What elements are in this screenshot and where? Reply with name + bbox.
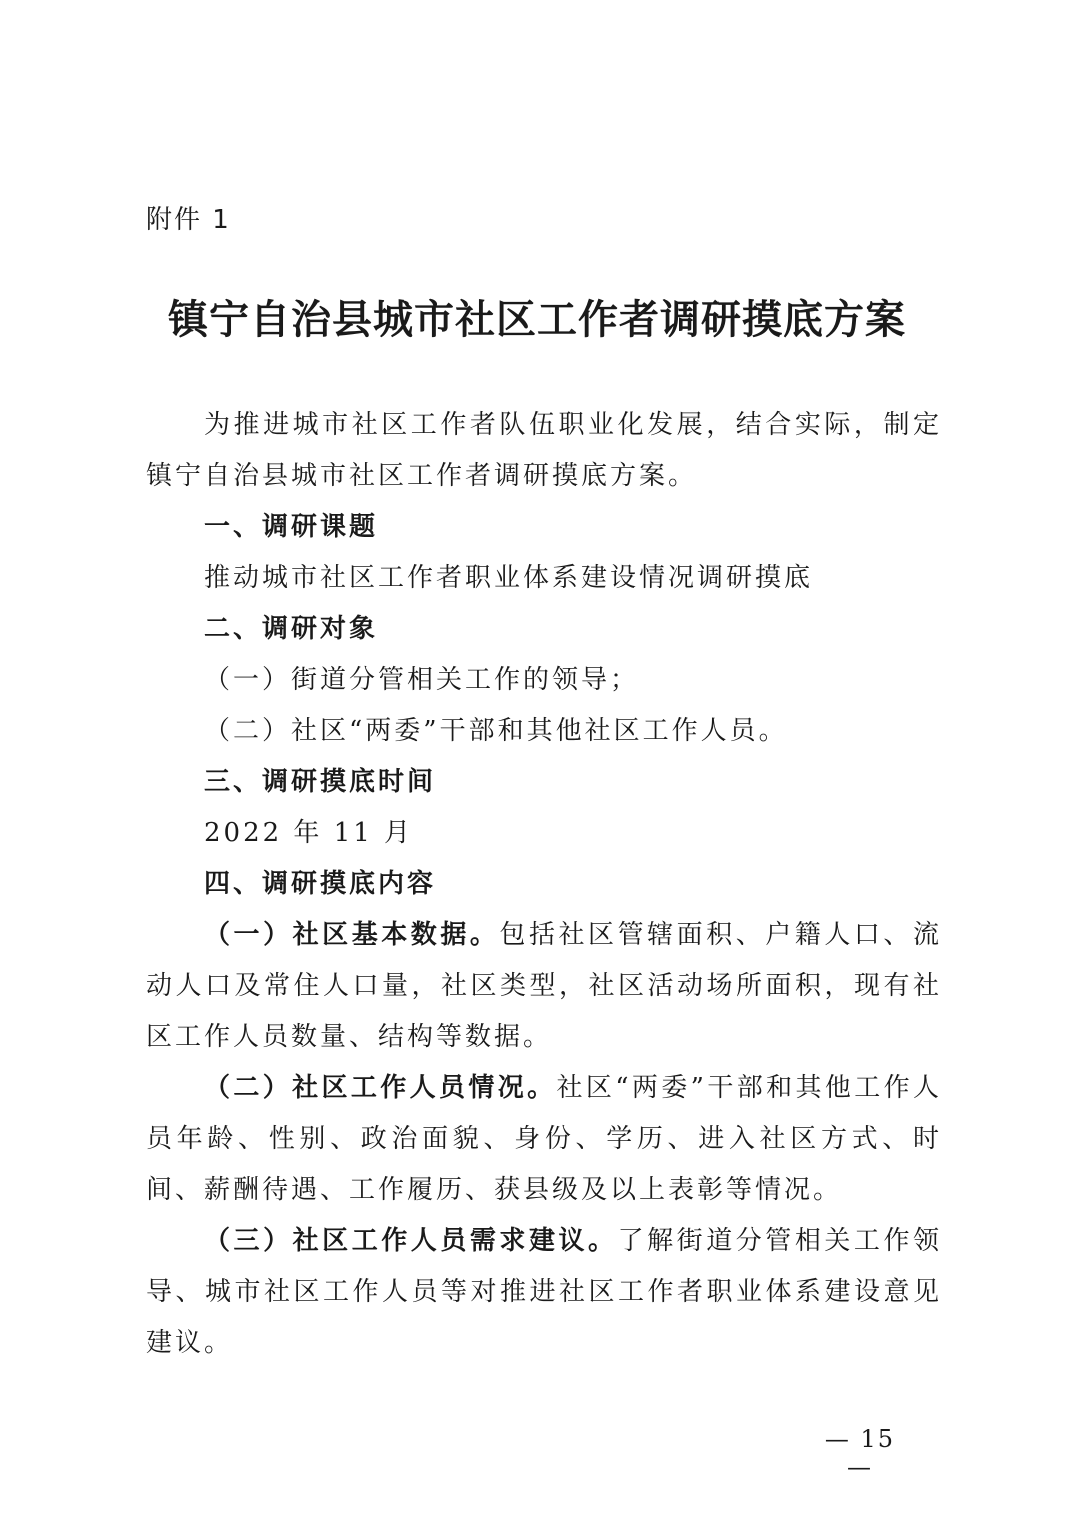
section-text-1: 推动城市社区工作者职业体系建设情况调研摸底 (204, 563, 814, 593)
section-heading-1: 一、调研课题 (204, 512, 379, 542)
attachment-label: 附件 1 (146, 205, 231, 235)
section-item-4-1 (146, 910, 942, 1063)
section-text-3: 2022 年 11 月 (204, 818, 414, 848)
section-item-4-2 (146, 1063, 942, 1216)
item-text: 社区“两委”干部和其他工作人员年龄、性别、政治面貌、身份、学历、进入社区方式、时间、薪酬待遇、工作履历、获县级及以上表彰等情况。 (146, 1073, 942, 1205)
item-label: （二）社区工作人员情况。 (204, 1073, 557, 1103)
section-heading-4: 四、调研摸底内容 (204, 869, 437, 899)
section-heading-3: 三、调研摸底时间 (204, 767, 437, 797)
section-item-4-3 (146, 1216, 942, 1369)
section-item-2-1: （一）街道分管相关工作的领导； (204, 665, 640, 695)
page-number: — 15 — (824, 1425, 896, 1481)
section-item-2-2: （二）社区“两委”干部和其他社区工作人员。 (204, 716, 788, 746)
item-label: （三）社区工作人员需求建议。 (204, 1226, 618, 1256)
intro-paragraph: 为推进城市社区工作者队伍职业化发展，结合实际，制定镇宁自治县城市社区工作者调研摸底方案。 (146, 410, 942, 491)
document-body (146, 400, 942, 1369)
item-text: 了解街道分管相关工作领导、城市社区工作人员等对推进社区工作者职业体系建设意见建议。 (146, 1226, 942, 1358)
item-label: （一）社区基本数据。 (204, 920, 500, 950)
section-heading-2: 二、调研对象 (204, 614, 379, 644)
document-title: 镇宁自治县城市社区工作者调研摸底方案 (168, 296, 906, 343)
item-text: 包括社区管辖面积、户籍人口、流动人口及常住人口量，社区类型，社区活动场所面积，现有社区工作人员数量、结构等数据。 (146, 920, 942, 1052)
